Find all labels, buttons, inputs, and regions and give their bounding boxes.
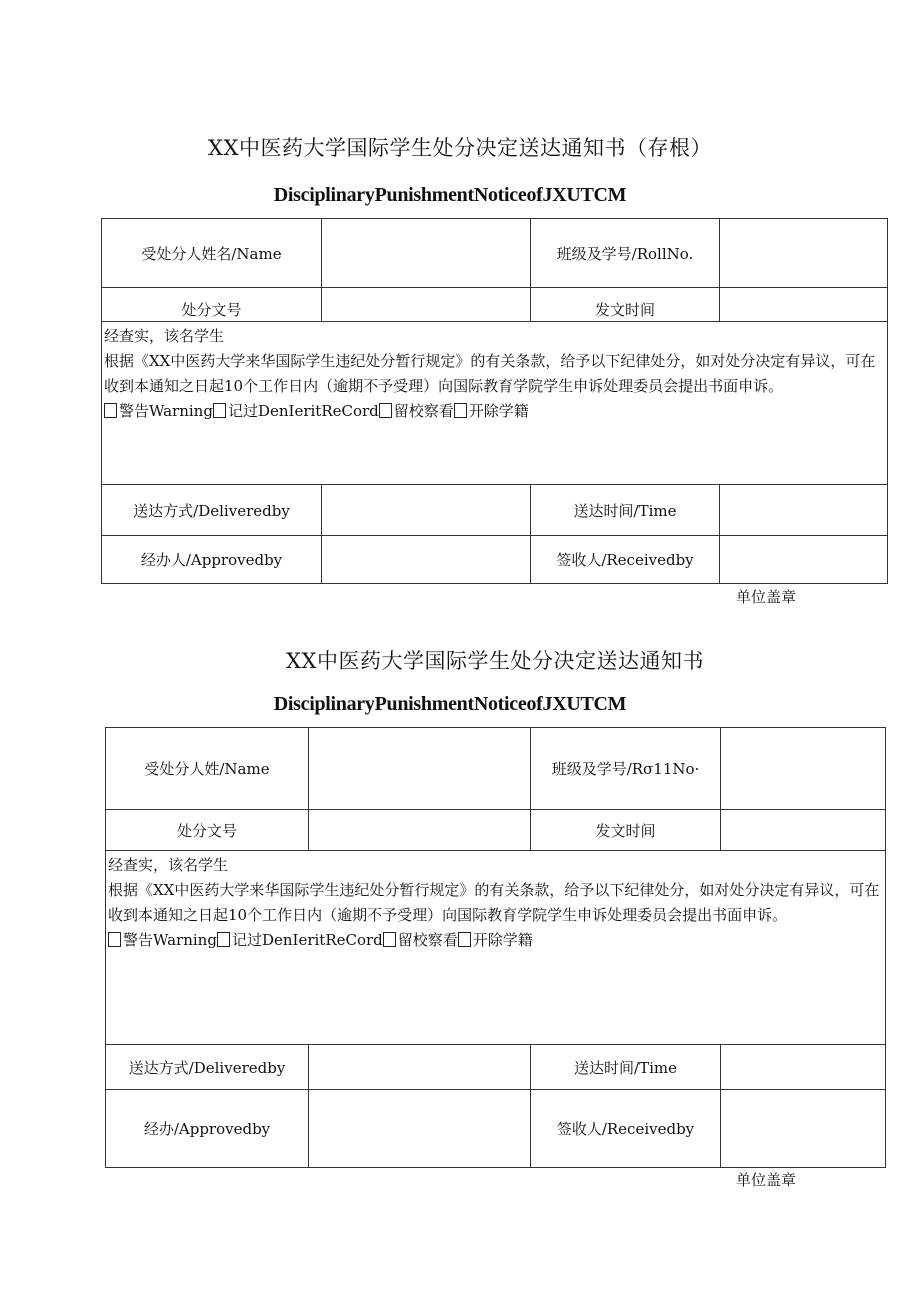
notice-doc-no-field[interactable] [309, 810, 531, 851]
notice-approved-field[interactable] [309, 1090, 531, 1168]
notice-delivery-time-field[interactable] [721, 1045, 886, 1090]
notice-delivery-label: 送达方式/Deliveredby [106, 1045, 309, 1090]
notice-option-demerit: 记过DenIeritReCord [231, 931, 383, 949]
notice-warning-checkbox[interactable] [108, 932, 121, 947]
notice-doc-no-label: 处分文号 [106, 810, 309, 851]
stub-delivery-time-label: 送达时间/Time [531, 485, 720, 536]
stub-option-warning: 警告Warning [119, 402, 213, 420]
notice-approved-label: 经办/Approvedby [106, 1090, 309, 1168]
notice-received-field[interactable] [721, 1090, 886, 1168]
stub-class-field[interactable] [720, 219, 888, 288]
stub-doc-no-label: 处分文号 [102, 288, 322, 322]
stub-class-label: 班级及学号/RollNo. [531, 219, 720, 288]
notice-probation-checkbox[interactable] [383, 932, 396, 947]
notice-class-field[interactable] [721, 728, 886, 810]
notice-issue-time-label: 发文时间 [531, 810, 721, 851]
notice-expel-checkbox[interactable] [458, 932, 471, 947]
stub-body-text: 根据《XX中医药大学来华国际学生违纪处分暂行规定》的有关条款，给予以下纪律处分，如对处分决定有异议，可在收到本通知之日起10个工作日内（逾期不予受理）向国际教育学院学生申诉处理委员会提出书面申诉。 [104, 352, 876, 395]
notice-option-expel: 开除学籍 [472, 931, 533, 949]
stub-received-field[interactable] [720, 536, 888, 584]
stub-demerit-checkbox[interactable] [213, 403, 226, 418]
stub-delivery-field[interactable] [322, 485, 531, 536]
stub-expel-checkbox[interactable] [454, 403, 467, 418]
notice-delivery-field[interactable] [309, 1045, 531, 1090]
stub-approved-label: 经办人/Approvedby [102, 536, 322, 584]
notice-issue-time-field[interactable] [721, 810, 886, 851]
notice-class-label: 班级及学号/Rσ11No· [531, 728, 721, 810]
stub-received-label: 签收人/Receivedby [531, 536, 720, 584]
stub-form-table [101, 218, 888, 584]
stub-probation-checkbox[interactable] [379, 403, 392, 418]
notice-options [108, 928, 885, 953]
notice-body-line1: 经查实，该名学生 [108, 856, 229, 874]
stub-body-cell [102, 322, 888, 485]
stub-title: XX中医药大学国际学生处分决定送达通知书（存根） [208, 136, 712, 160]
stub-name-field[interactable] [322, 219, 531, 288]
notice-seal: 单位盖章 [736, 1171, 797, 1189]
notice-subtitle: DisciplinaryPunishmentNoticeofJXUTCM [273, 693, 627, 715]
notice-body-cell [106, 851, 886, 1045]
stub-options [104, 399, 887, 424]
notice-name-label: 受处分人姓/Name [106, 728, 309, 810]
stub-seal: 单位盖章 [736, 588, 797, 606]
stub-subtitle: DisciplinaryPunishmentNoticeofJXUTCM [273, 184, 627, 206]
stub-issue-time-field[interactable] [720, 288, 888, 322]
stub-delivery-label: 送达方式/Deliveredby [102, 485, 322, 536]
stub-doc-no-field[interactable] [322, 288, 531, 322]
stub-name-label: 受处分人姓名/Name [102, 219, 322, 288]
stub-warning-checkbox[interactable] [104, 403, 117, 418]
stub-option-probation: 留校察看 [393, 402, 454, 420]
notice-option-warning: 警告Warning [123, 931, 217, 949]
stub-option-expel: 开除学籍 [468, 402, 529, 420]
stub-body-line1: 经查实，该名学生 [104, 327, 225, 345]
notice-body-text: 根据《XX中医药大学来华国际学生违纪处分暂行规定》的有关条款，给予以下纪律处分，如对处分决定有异议，可在收到本通知之日起10个工作日内（逾期不予受理）向国际教育学院学生申诉处理委员会提出书面申诉。 [108, 881, 880, 924]
notice-demerit-checkbox[interactable] [217, 932, 230, 947]
notice-delivery-time-label: 送达时间/Time [531, 1045, 721, 1090]
notice-received-label: 签收人/Receivedby [531, 1090, 721, 1168]
stub-option-demerit: 记过DenIeritReCord [227, 402, 379, 420]
stub-issue-time-label: 发文时间 [531, 288, 720, 322]
notice-form-table [105, 727, 886, 1168]
stub-delivery-time-field[interactable] [720, 485, 888, 536]
notice-name-field[interactable] [309, 728, 531, 810]
stub-approved-field[interactable] [322, 536, 531, 584]
notice-title: XX中医药大学国际学生处分决定送达通知书 [286, 649, 704, 673]
notice-option-probation: 留校察看 [397, 931, 458, 949]
